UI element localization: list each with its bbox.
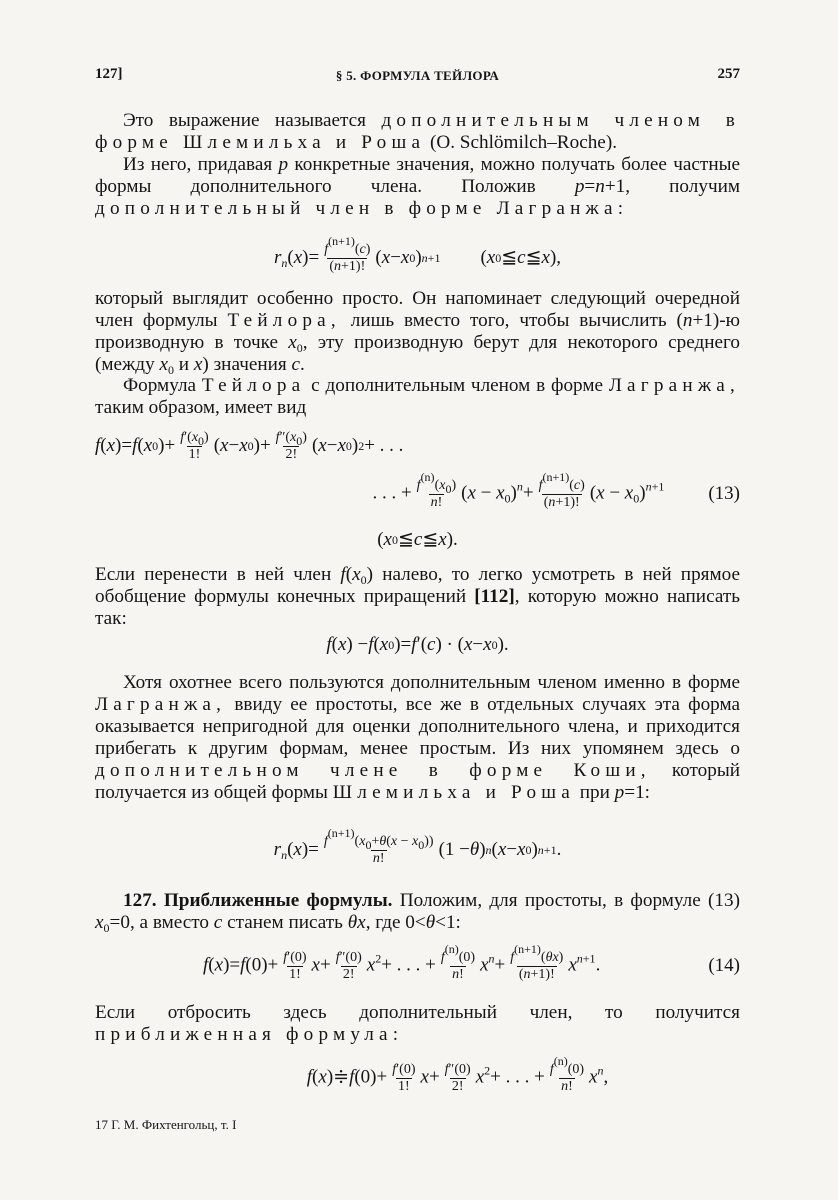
paragraph-lagrange-comment: который выглядит особенно просто. Он напоминает следующий очередной член формулы Тейлора, лишь вместо того, чтобы вычислить (n+1)-ю производную в точке $x_0$, эту производную берут для некоторого среднего (между $x_0$ и x) значения c. bbox=[95, 288, 740, 377]
equation-mean-value: f ( x ) − f ( x 0 )= f ′( c ) · ( x − x 0 ). bbox=[326, 634, 509, 655]
paragraph-cauchy: Хотя охотнее всего пользуются дополнительным членом именно в форме Лагранжа, ввиду ее простоты, все же в отдельных случаях эта форма оказывается непригодной для оценки дополнительного члена, и приходится прибегать к другим формам, менее простым. Из них упомянем здесь о дополнительном члене в форме Коши, который получается из общей формы Шлемильха и Роша при p=1: bbox=[95, 672, 740, 803]
reference-112: [112] bbox=[474, 586, 515, 607]
equation-14: f(x)=f(0)+ $\frac{f'(0)}{1!}$ x+ $\frac{f''(0)}{2!}$ $x^2+$ . . . + $\frac{f^{(n)}(0)}{n!}$ $x^n+$ $\frac{f^{(n+1)}(\theta x)}{(n+1)!}$ $x^{n+1}$. (14) bbox=[203, 942, 740, 982]
chapter-title: § 5. ФОРМУЛА ТЕЙЛОРА bbox=[335, 68, 500, 83]
equation-approximate: f(x)≑f(0)+ $\frac{f'(0)}{1!}$ x+ $\frac{f''(0)}{2!}$ $x^2+$ . . . + $\frac{f^{(n)}(0)}{n!}$ $x^n$, bbox=[306, 1054, 609, 1094]
equation-13-number: (13) bbox=[708, 483, 740, 504]
paragraph-taylor-form: Формула Тейлора с дополнительным членом в форме Лагранжа, таким образом, имеет вид bbox=[95, 375, 740, 418]
equation-lagrange-remainder: $r_n$ ( x )= $\frac{f^{(n+1)}(c)}{(n+1)!}$ ( x − x 0 ) n+1 ( x 0 ≦ c ≦ x ), bbox=[273, 234, 562, 274]
paragraph-approx-formulas: 127. Приближенные формулы. Положим, для простоты, в формуле (13) $x_0=0$, а вместо c станем писать θx, где 0<θ<1: bbox=[95, 890, 740, 935]
running-header bbox=[95, 60, 740, 90]
signature-footer: 17 Г. М. Фихтенгольц, т. I bbox=[95, 1117, 237, 1132]
equation-cauchy-remainder: $r_n$ ( x )= $\frac{f^{(n+1)}(x_0+\theta(x - x_0))}{n!}$ (1 − θ ) n ( x − x 0 ) n+1 . bbox=[273, 826, 562, 866]
equation-13-line1: f ( x )= f ( x 0 )+ $\frac{f'(x_0)}{1!}$ ( x − x 0 )+ $\frac{f''(x_0)}{2!}$ ( x − x 0 ) 2 + . . . bbox=[95, 429, 404, 462]
equation-13-condition: ( x 0 ≦ c ≦ x ). bbox=[377, 529, 458, 550]
paragraph-approx-intro: Если отбросить здесь дополнительный член, то получится приближенная формула: bbox=[95, 1002, 740, 1045]
page-number: 257 bbox=[717, 66, 740, 82]
paragraph-finite-increments: Если перенести в ней член $f(x_0)$ налево, то легко усмотреть в ней прямое обобщение формулы конечных приращений [112], которую можно написать так: bbox=[95, 564, 740, 629]
book-page bbox=[95, 60, 741, 1094]
section-127-title: 127. Приближенные формулы. bbox=[123, 890, 393, 911]
paragraph-lagrange-intro: Из него, придавая p конкретные значения, можно получать более частные формы дополнительного члена. Положив p=n+1, получим дополнительный член в форме Лагранжа: bbox=[95, 154, 741, 219]
paragraph-schlomilch: Это выражение называется дополнительным членом в форме Шлемильха и Роша (O. Schlömilch–Roche). bbox=[95, 110, 740, 153]
equation-13-line2: . . . + $\frac{f^{(n)}(x_0)}{n!}$ $(x - x_0)^n+$ $\frac{f^{(n+1)}(c)}{(n+1)!}$ $(x - x_0)^{n+1}$ (13) bbox=[372, 470, 740, 510]
section-number: 127] bbox=[95, 66, 123, 82]
equation-14-number: (14) bbox=[708, 955, 740, 976]
